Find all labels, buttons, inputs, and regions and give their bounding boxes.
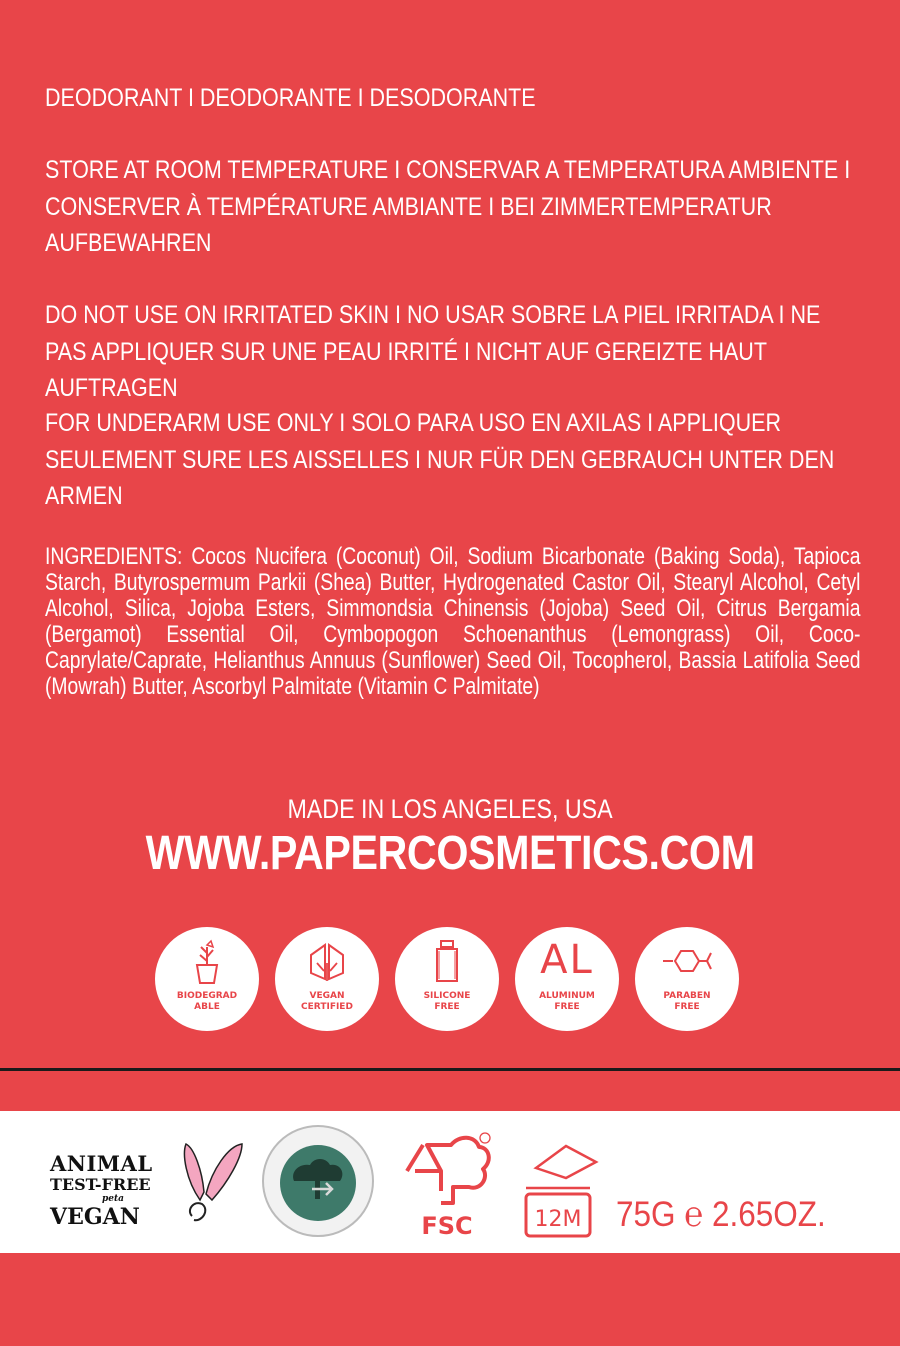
storage-instructions: STORE AT ROOM TEMPERATURE I CONSERVAR A TEMPERATURA AMBIENTE I CONSERVER À TEMPÉRATURE AMBIANTE I BEI ZIMMERTEMPERATUR AUFBEWAHREN [45, 156, 851, 257]
badge-biodegradable-label: BIODEGRAD ABLE [176, 991, 238, 1012]
peta-line-test-free: TEST-FREE [50, 1175, 151, 1194]
badge-aluminum-label: ALUMINUM FREE [539, 991, 595, 1012]
usage-instructions: FOR UNDERARM USE ONLY I SOLO PARA USO EN AXILAS I APPLIQUER SEULEMENT SURE LES AISSELLES I NUR FÜR DEN GEBRAUCH UNTER DEN ARMEN [45, 409, 835, 510]
made-in-text [0, 794, 900, 825]
ingredients-list: INGREDIENTS: Cocos Nucifera (Coconut) Oil, Sodium Bicarbonate (Baking Soda), Tapioca Starch, Butyrospermum Parkii (Shea) Butter, Hydrogenated Castor Oil, Stearyl Alcohol, Cetyl Alcohol, Silica, Jojoba Esters, Simmondsia Chinensis (Jojoba) Seed Oil, Citrus Bergamia (Bergamot) Essential Oil, Cymbopogon Schoenanthus (Lemongrass) Oil, Coco-Caprylate/Caprate, Helianthus Annuus (Sunflower) Seed Oil, Tocopherol, Bassia Latifolia Seed (Mowrah) Butter, Ascorbyl Palmitate (Vitamin C Palmitate) [45, 543, 861, 700]
badge-silicone-free [395, 927, 499, 1031]
pao-text: 12M [534, 1207, 582, 1232]
badge-aluminum-free [515, 927, 619, 1031]
fsc-logo [397, 1131, 497, 1241]
net-weight [616, 1195, 849, 1235]
tube-icon [427, 939, 467, 985]
peta-brand: peta [102, 1194, 125, 1204]
plant-pot-icon [187, 939, 227, 985]
pao-jar-icon [520, 1144, 610, 1244]
badge-vegan-certified [275, 927, 379, 1031]
skin-warning: DO NOT USE ON IRRITATED SKIN I NO USAR SOBRE LA PIEL IRRITADA I NE PAS APPLIQUER SUR UNE PEAU IRRITÉ I NICHT AUF GEREIZTE HAUT AUFTRAGEN [45, 301, 821, 402]
carbon-neutral-seal [260, 1123, 376, 1239]
badge-paraben-free [635, 927, 739, 1031]
badge-silicone-label: SILICONE FREE [423, 991, 471, 1012]
fsc-text: FSC [421, 1212, 473, 1240]
badge-row [150, 927, 750, 1032]
product-type-text: DEODORANT I DEODORANTE I DESODORANTE [45, 84, 536, 112]
peta-logo [50, 1152, 153, 1230]
made-in-label: MADE IN LOS ANGELES, USA [287, 794, 613, 824]
bunny-ears-icon [172, 1130, 252, 1230]
molecule-icon [661, 939, 713, 985]
website-url [0, 826, 900, 881]
badge-biodegradable [155, 927, 259, 1031]
section-divider [0, 1068, 900, 1071]
website-label: WWW.PAPERCOSMETICS.COM [145, 827, 755, 880]
badge-paraben-label: PARABEN FREE [663, 991, 711, 1012]
peta-line-animal: ANIMAL [50, 1151, 153, 1176]
leaf-icon [307, 939, 347, 985]
peta-line-vegan: VEGAN [50, 1204, 140, 1230]
badge-vegan-label: VEGAN CERTIFIED [301, 991, 353, 1012]
al-icon: AL [540, 937, 594, 983]
net-weight-label: 75G ℮ 2.65OZ. [616, 1195, 826, 1234]
